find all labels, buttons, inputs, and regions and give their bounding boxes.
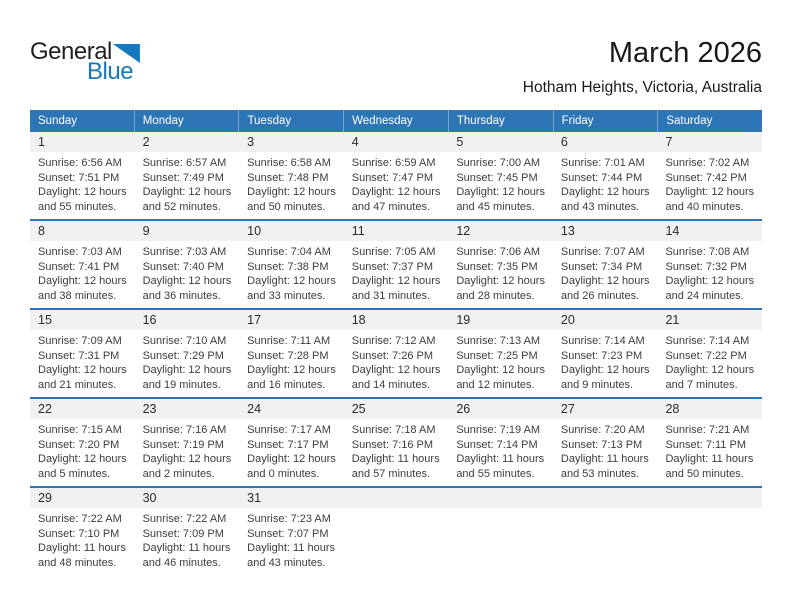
logo-word-general: General (30, 38, 112, 65)
detail-line: Sunset: 7:49 PM (142, 171, 224, 184)
detail-line: Sunrise: 7:23 AM (247, 513, 331, 525)
detail-line: and 45 minutes. (456, 200, 535, 213)
week-row-2 (30, 219, 762, 308)
detail-line: Sunrise: 7:21 AM (665, 424, 750, 436)
week-row-5 (30, 486, 762, 575)
day-details (448, 152, 553, 214)
detail-line: Daylight: 12 hours (560, 186, 650, 198)
day-number: 29 (30, 488, 135, 508)
detail-line: and 0 minutes. (247, 467, 320, 480)
detail-line: and 43 minutes. (560, 200, 640, 213)
day-number: 23 (135, 399, 240, 419)
detail-line: and 19 minutes. (142, 378, 221, 391)
day-details (344, 419, 449, 481)
weekday-header-tuesday: Tuesday (238, 110, 343, 132)
detail-line: Daylight: 12 hours (142, 275, 232, 287)
detail-line: Daylight: 12 hours (456, 186, 545, 198)
detail-line: Daylight: 12 hours (247, 275, 336, 287)
detail-line: Sunrise: 7:02 AM (665, 157, 750, 169)
detail-line: and 26 minutes. (560, 289, 640, 302)
detail-line: Sunrise: 7:12 AM (351, 335, 436, 347)
general-blue-logo (30, 36, 140, 83)
weekday-header-row (30, 110, 762, 132)
detail-line: and 31 minutes. (351, 289, 431, 302)
detail-line: Daylight: 12 hours (142, 364, 232, 376)
day-details (30, 508, 135, 570)
detail-line: Daylight: 11 hours (665, 453, 754, 465)
day-cell-5 (448, 132, 553, 219)
day-details (344, 152, 449, 214)
detail-line: Daylight: 11 hours (142, 542, 231, 554)
detail-line: Sunset: 7:38 PM (247, 260, 329, 273)
detail-line: and 12 minutes. (456, 378, 535, 391)
detail-line: Sunrise: 7:22 AM (142, 513, 227, 525)
detail-line: Sunset: 7:35 PM (456, 260, 538, 273)
detail-line: Daylight: 11 hours (456, 453, 545, 465)
detail-line: Sunset: 7:26 PM (351, 349, 434, 362)
day-number: 19 (448, 310, 553, 330)
detail-line: Sunset: 7:22 PM (665, 349, 747, 362)
detail-line: Sunrise: 7:11 AM (247, 335, 331, 347)
detail-line: Daylight: 12 hours (142, 453, 232, 465)
day-details (30, 330, 135, 392)
week-row-4 (30, 397, 762, 486)
detail-line: Sunset: 7:42 PM (665, 171, 747, 184)
week-row-3 (30, 308, 762, 397)
day-number: 11 (344, 221, 449, 241)
detail-line: and 40 minutes. (665, 200, 744, 213)
detail-line: and 47 minutes. (351, 200, 431, 213)
day-cell-26 (448, 399, 553, 486)
month-title: March 2026 (608, 37, 762, 69)
detail-line: and 28 minutes. (456, 289, 535, 302)
day-number: 6 (553, 132, 658, 152)
day-number: 3 (239, 132, 344, 152)
day-cell-11 (344, 221, 449, 308)
detail-line: and 48 minutes. (38, 556, 117, 569)
detail-line: Daylight: 12 hours (247, 186, 336, 198)
day-details (344, 330, 449, 392)
detail-line: Sunrise: 7:03 AM (142, 246, 227, 258)
detail-line: Daylight: 12 hours (38, 364, 127, 376)
detail-line: and 36 minutes. (142, 289, 221, 302)
detail-line: Sunrise: 7:10 AM (142, 335, 227, 347)
day-number: 14 (657, 221, 762, 241)
detail-line: Sunrise: 7:18 AM (351, 424, 436, 436)
day-cell-7 (657, 132, 762, 219)
detail-line: and 53 minutes. (560, 467, 640, 480)
day-cell-9 (135, 221, 240, 308)
detail-line: Sunset: 7:28 PM (247, 349, 329, 362)
detail-line: Sunrise: 7:13 AM (456, 335, 541, 347)
detail-line: Sunrise: 7:07 AM (560, 246, 645, 258)
day-details (135, 241, 240, 303)
weekday-header-monday: Monday (134, 110, 239, 132)
day-details (239, 152, 344, 214)
day-number: 7 (657, 132, 762, 152)
day-cell-empty (553, 488, 658, 575)
day-number (448, 488, 553, 508)
day-cell-empty (657, 488, 762, 575)
detail-line: and 57 minutes. (351, 467, 431, 480)
day-details (239, 508, 344, 570)
detail-line: and 55 minutes. (456, 467, 535, 480)
detail-line: Sunrise: 6:56 AM (38, 157, 122, 169)
day-number: 5 (448, 132, 553, 152)
detail-line: Sunset: 7:10 PM (38, 527, 120, 540)
week-row-1 (30, 132, 762, 219)
day-details (448, 330, 553, 392)
day-cell-empty (448, 488, 553, 575)
detail-line: and 16 minutes. (247, 378, 326, 391)
detail-line: Daylight: 12 hours (38, 275, 127, 287)
title-block (523, 36, 762, 97)
day-cell-4 (344, 132, 449, 219)
detail-line: Daylight: 11 hours (247, 542, 336, 554)
day-number (553, 488, 658, 508)
day-details (135, 152, 240, 214)
day-number: 26 (448, 399, 553, 419)
day-cell-18 (344, 310, 449, 397)
detail-line: Daylight: 12 hours (456, 275, 545, 287)
day-cell-30 (135, 488, 240, 575)
day-cell-empty (344, 488, 449, 575)
detail-line: Daylight: 12 hours (247, 364, 336, 376)
day-details (135, 508, 240, 570)
day-cell-2 (135, 132, 240, 219)
detail-line: and 5 minutes. (38, 467, 111, 480)
detail-line: Daylight: 12 hours (665, 275, 755, 287)
day-cell-22 (30, 399, 135, 486)
detail-line: Sunset: 7:23 PM (560, 349, 643, 362)
logo-word-blue: Blue (87, 58, 134, 85)
detail-line: and 55 minutes. (38, 200, 117, 213)
detail-line: Sunrise: 7:03 AM (38, 246, 122, 258)
day-details (135, 330, 240, 392)
detail-line: Sunrise: 7:05 AM (351, 246, 436, 258)
detail-line: Sunset: 7:48 PM (247, 171, 329, 184)
detail-line: Sunset: 7:29 PM (142, 349, 224, 362)
detail-line: and 21 minutes. (38, 378, 117, 391)
detail-line: and 52 minutes. (142, 200, 221, 213)
calendar-grid (30, 110, 762, 575)
detail-line: Sunrise: 6:57 AM (142, 157, 227, 169)
day-cell-1 (30, 132, 135, 219)
day-number: 25 (344, 399, 449, 419)
detail-line: Daylight: 12 hours (665, 364, 755, 376)
detail-line: Sunset: 7:31 PM (38, 349, 120, 362)
day-cell-21 (657, 310, 762, 397)
detail-line: Sunrise: 7:09 AM (38, 335, 122, 347)
detail-line: Daylight: 12 hours (38, 453, 127, 465)
day-details (657, 419, 762, 481)
day-cell-14 (657, 221, 762, 308)
day-number: 1 (30, 132, 135, 152)
day-details (657, 241, 762, 303)
location-subtitle: Hotham Heights, Victoria, Australia (522, 79, 762, 96)
day-details (553, 419, 658, 481)
day-details (239, 241, 344, 303)
day-details (344, 241, 449, 303)
detail-line: and 50 minutes. (665, 467, 744, 480)
detail-line: Sunrise: 7:15 AM (38, 424, 122, 436)
detail-line: Daylight: 12 hours (247, 453, 336, 465)
detail-line: Sunset: 7:44 PM (560, 171, 643, 184)
day-cell-6 (553, 132, 658, 219)
detail-line: Sunset: 7:51 PM (38, 171, 120, 184)
detail-line: Sunset: 7:19 PM (142, 438, 224, 451)
day-cell-8 (30, 221, 135, 308)
detail-line: Sunrise: 7:01 AM (560, 157, 645, 169)
day-number: 2 (135, 132, 240, 152)
detail-line: Daylight: 12 hours (38, 186, 127, 198)
detail-line: Sunset: 7:34 PM (560, 260, 643, 273)
detail-line: Sunset: 7:45 PM (456, 171, 538, 184)
day-number: 15 (30, 310, 135, 330)
day-number: 27 (553, 399, 658, 419)
detail-line: and 50 minutes. (247, 200, 326, 213)
weekday-header-friday: Friday (553, 110, 658, 132)
day-cell-20 (553, 310, 658, 397)
detail-line: Sunrise: 7:19 AM (456, 424, 541, 436)
day-number: 24 (239, 399, 344, 419)
day-cell-12 (448, 221, 553, 308)
day-number: 28 (657, 399, 762, 419)
day-number: 13 (553, 221, 658, 241)
day-details (657, 330, 762, 392)
detail-line: and 24 minutes. (665, 289, 744, 302)
detail-line: Sunset: 7:07 PM (247, 527, 329, 540)
day-details (657, 152, 762, 214)
weekday-header-saturday: Saturday (657, 110, 762, 132)
detail-line: Sunset: 7:20 PM (38, 438, 120, 451)
day-details (135, 419, 240, 481)
day-cell-3 (239, 132, 344, 219)
weekday-header-sunday: Sunday (38, 115, 78, 127)
day-number: 10 (239, 221, 344, 241)
day-number: 17 (239, 310, 344, 330)
day-number: 9 (135, 221, 240, 241)
detail-line: and 9 minutes. (560, 378, 634, 391)
detail-line: and 7 minutes. (665, 378, 738, 391)
detail-line: Daylight: 12 hours (142, 186, 232, 198)
detail-line: Daylight: 12 hours (351, 186, 441, 198)
day-details (30, 241, 135, 303)
day-cell-19 (448, 310, 553, 397)
detail-line: Sunrise: 7:04 AM (247, 246, 331, 258)
day-cell-13 (553, 221, 658, 308)
detail-line: Sunrise: 7:08 AM (665, 246, 750, 258)
detail-line: and 33 minutes. (247, 289, 326, 302)
day-details (30, 419, 135, 481)
day-cell-16 (135, 310, 240, 397)
detail-line: and 46 minutes. (142, 556, 221, 569)
day-number: 18 (344, 310, 449, 330)
detail-line: Daylight: 12 hours (351, 364, 441, 376)
day-number: 16 (135, 310, 240, 330)
day-number: 30 (135, 488, 240, 508)
detail-line: and 14 minutes. (351, 378, 431, 391)
detail-line: Sunset: 7:37 PM (351, 260, 434, 273)
detail-line: and 38 minutes. (38, 289, 117, 302)
detail-line: and 2 minutes. (142, 467, 215, 480)
day-details (30, 152, 135, 214)
detail-line: Sunrise: 7:14 AM (560, 335, 645, 347)
weekday-header-wednesday: Wednesday (343, 110, 448, 132)
detail-line: Sunrise: 6:59 AM (351, 157, 436, 169)
detail-line: Sunset: 7:40 PM (142, 260, 224, 273)
detail-line: Sunrise: 7:20 AM (560, 424, 645, 436)
detail-line: Daylight: 12 hours (560, 364, 650, 376)
detail-line: Sunset: 7:14 PM (456, 438, 538, 451)
day-details (553, 241, 658, 303)
day-cell-27 (553, 399, 658, 486)
detail-line: Daylight: 11 hours (351, 453, 440, 465)
detail-line: Sunrise: 7:16 AM (142, 424, 227, 436)
day-cell-24 (239, 399, 344, 486)
day-cell-31 (239, 488, 344, 575)
weekday-header-thursday: Thursday (448, 110, 553, 132)
day-number: 4 (344, 132, 449, 152)
detail-line: Daylight: 11 hours (38, 542, 126, 554)
detail-line: Daylight: 12 hours (351, 275, 441, 287)
detail-line: and 43 minutes. (247, 556, 326, 569)
day-number: 12 (448, 221, 553, 241)
detail-line: Sunset: 7:32 PM (665, 260, 747, 273)
calendar-weeks (30, 132, 762, 575)
detail-line: Sunset: 7:13 PM (560, 438, 643, 451)
day-cell-10 (239, 221, 344, 308)
day-details (448, 241, 553, 303)
detail-line: Sunset: 7:16 PM (351, 438, 434, 451)
detail-line: Sunset: 7:41 PM (38, 260, 120, 273)
detail-line: Daylight: 12 hours (456, 364, 545, 376)
day-number: 8 (30, 221, 135, 241)
detail-line: Daylight: 12 hours (665, 186, 755, 198)
detail-line: Sunrise: 6:58 AM (247, 157, 331, 169)
detail-line: Sunrise: 7:14 AM (665, 335, 750, 347)
detail-line: Sunrise: 7:22 AM (38, 513, 122, 525)
detail-line: Sunrise: 7:17 AM (247, 424, 331, 436)
day-number: 31 (239, 488, 344, 508)
detail-line: Sunset: 7:09 PM (142, 527, 224, 540)
day-details (553, 152, 658, 214)
day-cell-15 (30, 310, 135, 397)
day-number (344, 488, 449, 508)
day-number: 21 (657, 310, 762, 330)
page-header (0, 0, 792, 97)
day-details (239, 330, 344, 392)
detail-line: Daylight: 12 hours (560, 275, 650, 287)
day-cell-25 (344, 399, 449, 486)
day-cell-29 (30, 488, 135, 575)
detail-line: Sunset: 7:17 PM (247, 438, 329, 451)
detail-line: Sunrise: 7:00 AM (456, 157, 541, 169)
day-cell-23 (135, 399, 240, 486)
detail-line: Sunrise: 7:06 AM (456, 246, 541, 258)
day-details (239, 419, 344, 481)
day-details (553, 330, 658, 392)
day-details (448, 419, 553, 481)
day-number: 22 (30, 399, 135, 419)
day-cell-17 (239, 310, 344, 397)
day-cell-28 (657, 399, 762, 486)
day-number (657, 488, 762, 508)
detail-line: Sunset: 7:47 PM (351, 171, 434, 184)
day-number: 20 (553, 310, 658, 330)
detail-line: Daylight: 11 hours (560, 453, 649, 465)
detail-line: Sunset: 7:25 PM (456, 349, 538, 362)
detail-line: Sunset: 7:11 PM (665, 438, 746, 451)
